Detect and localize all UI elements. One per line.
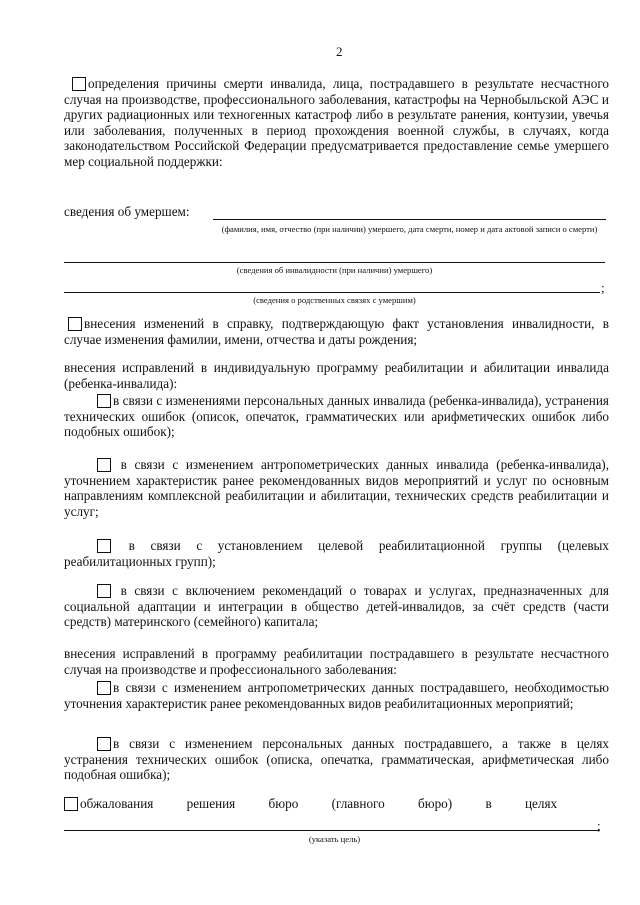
checkbox-certificate-change[interactable] <box>68 317 82 331</box>
semicolon: ; <box>601 280 605 295</box>
semicolon: ; <box>597 818 601 833</box>
checkbox-anthropometric[interactable] <box>97 458 111 472</box>
paragraph-text: внесения изменений в справку, подтверждающую факт установления инвалидности, в случае изменения фамилии, имени, отчества и даты рождения; <box>64 316 609 347</box>
relationship-info-line[interactable] <box>64 292 600 293</box>
checkbox-appeal[interactable] <box>64 797 78 811</box>
paragraph-text: в связи с установлением целевой реабилитационной группы (целевых реабилитационных групп); <box>64 538 609 569</box>
paragraph-text: определения причины смерти инвалида, лица, пострадавшего в результате несчастного случая на производстве, профессионального заболевания, катастрофы на Чернобыльской АЭС и других радиационных или техногенных катастроф либо в результате ранения, контузии, увечья или заболевания, полученных в период прохождения военной службы, в случаях, когда законодательством Российской Федерации предусматривается предоставление семье умершего мер социальной поддержки: <box>64 76 609 169</box>
paragraph-text: в связи с изменением антропометрических данных инвалида (ребенка-инвалида), уточнением характеристик ранее рекомендованных видов мероприятий и услуг по основным направлениям комплексной реабилитации и абилитации, технических средств реабилитации и услуг; <box>64 457 609 519</box>
checkbox-victim-anthropometric[interactable] <box>97 681 111 695</box>
paragraph-prp-corrections: внесения исправлений в программу реабилитации пострадавшего в результате несчастного случая на производстве и профессионального заболевания: <box>64 646 609 677</box>
paragraph-text: в связи с включением рекомендаций о товарах и услугах, предназначенных для социальной адаптации и интеграции в общество детей-инвалидов, за счёт средств (части средств) материнского (семейного) капитала; <box>64 583 609 630</box>
relationship-info-caption: (сведения о родственных связях с умершим) <box>253 295 416 305</box>
paragraph-text: в связи с изменениями персональных данных инвалида (ребенка-инвалида), устранения технических ошибок (описок, опечаток, грамматических или арифметических ошибок либо подобных ошибок); <box>64 393 609 440</box>
appeal-purpose-line[interactable] <box>64 830 600 831</box>
checkbox-maternity-capital[interactable] <box>97 584 111 598</box>
paragraph-victim-personal-data <box>64 736 609 783</box>
paragraph-personal-data <box>64 393 609 440</box>
paragraph-certificate-change <box>64 316 609 347</box>
disability-info-caption: (сведения об инвалидности (при наличии) умершего) <box>236 265 433 275</box>
checkbox-target-group[interactable] <box>97 539 111 553</box>
paragraph-text: в связи с изменением персональных данных пострадавшего, а также в целях устранения технических ошибок (описка, опечатка, грамматическая, арифметическая либо подобная ошибка); <box>64 736 609 783</box>
paragraph-appeal <box>64 796 609 812</box>
paragraph-target-group <box>64 538 609 569</box>
deceased-info-caption: (фамилия, имя, отчество (при наличии) умершего, дата смерти, номер и дата актовой записи о смерти) <box>221 224 598 234</box>
paragraph-ipra-corrections: внесения исправлений в индивидуальную программу реабилитации и абилитации инвалида (ребенка-инвалида): <box>64 360 609 391</box>
paragraph-victim-anthropometric <box>64 680 609 711</box>
checkbox-cause-of-death[interactable] <box>72 77 86 91</box>
deceased-info-line[interactable] <box>213 219 606 220</box>
checkbox-personal-data[interactable] <box>97 394 111 408</box>
paragraph-text: в связи с изменением антропометрических данных пострадавшего, необходимостью уточнения характеристик ранее рекомендованных видов реабилитационных мероприятий; <box>64 680 609 711</box>
paragraph-text: обжалования решения бюро (главного бюро) в целях <box>80 796 558 811</box>
page-number: 2 <box>336 44 343 59</box>
checkbox-victim-personal-data[interactable] <box>97 737 111 751</box>
disability-info-line[interactable] <box>64 262 605 263</box>
deceased-info-label: сведения об умершем: <box>64 204 190 219</box>
paragraph-anthropometric <box>64 457 609 519</box>
paragraph-maternity-capital <box>64 583 609 630</box>
appeal-purpose-caption: (указать цель) <box>308 834 361 844</box>
paragraph-cause-of-death <box>64 76 609 170</box>
